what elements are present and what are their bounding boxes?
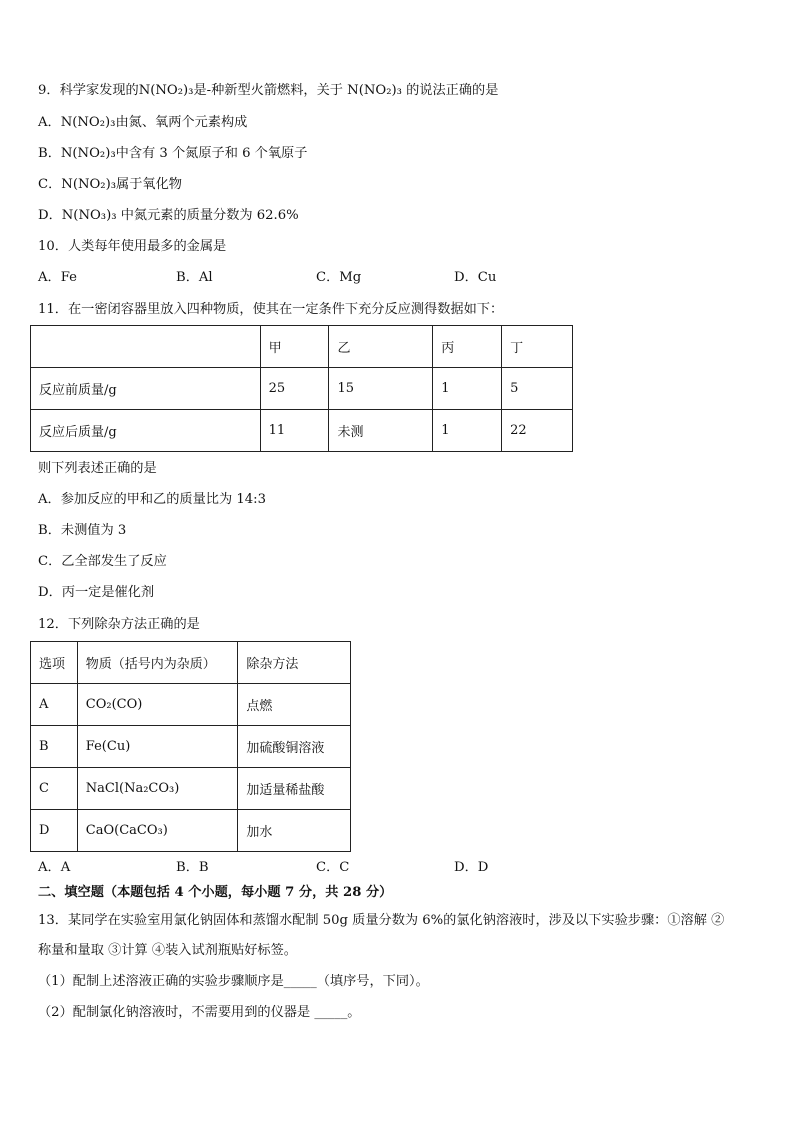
q12-option-b: B．B <box>176 860 209 875</box>
table-cell: 25 <box>260 368 329 410</box>
table-cell: NaCl(Na₂CO₃) <box>77 768 238 810</box>
q11-option-c: C．乙全部发生了反应 <box>38 554 167 569</box>
q11-option-d: D．丙一定是催化剂 <box>38 585 155 600</box>
q12-data-table <box>30 641 351 852</box>
q9-option-b: B．N(NO₂)₃中含有 3 个氮原子和 6 个氧原子 <box>38 146 308 161</box>
table-cell: B <box>31 726 78 768</box>
table-cell: 加硫酸铜溶液 <box>238 726 351 768</box>
q13-stem-line1: 13．某同学在实验室用氯化钠固体和蒸馏水配制 50g 质量分数为 6%的氯化钠溶液时，涉及以下实验步骤：①溶解 ② <box>38 913 725 928</box>
q10-option-b: B．Al <box>176 270 213 285</box>
table-cell: 丁 <box>502 326 573 368</box>
q11-stem: 11．在一密闭容器里放入四种物质，使其在一定条件下充分反应测得数据如下： <box>38 302 504 317</box>
q9-option-a: A．N(NO₂)₃由氮、氧两个元素构成 <box>38 115 248 130</box>
q11-data-table <box>30 325 573 452</box>
q12-option-d: D．D <box>454 860 489 875</box>
table-cell: 点燃 <box>238 684 351 726</box>
table-cell: 反应后质量/g <box>31 410 261 452</box>
table-cell: 1 <box>433 410 502 452</box>
q11-followup: 则下列表述正确的是 <box>38 461 157 476</box>
table-cell: 选项 <box>31 642 78 684</box>
table-row <box>31 684 351 726</box>
table-cell: 反应前质量/g <box>31 368 261 410</box>
table-cell: Fe(Cu) <box>77 726 238 768</box>
q13-subquestion-2: （2）配制氯化钠溶液时，不需要用到的仪器是 _____。 <box>38 1005 361 1020</box>
table-cell: 11 <box>260 410 329 452</box>
table-cell: 物质（括号内为杂质） <box>77 642 238 684</box>
table-cell <box>31 326 261 368</box>
table-cell: 加适量稀盐酸 <box>238 768 351 810</box>
table-header-row <box>31 642 351 684</box>
table-cell: 22 <box>502 410 573 452</box>
table-header-row <box>31 326 573 368</box>
table-row <box>31 726 351 768</box>
table-row <box>31 768 351 810</box>
table-cell: CO₂(CO) <box>77 684 238 726</box>
table-row <box>31 410 573 452</box>
table-cell: 5 <box>502 368 573 410</box>
q11-option-a: A．参加反应的甲和乙的质量比为 14:3 <box>38 492 266 507</box>
q10-stem: 10．人类每年使用最多的金属是 <box>38 239 227 254</box>
table-cell: 丙 <box>433 326 502 368</box>
table-cell: 除杂方法 <box>238 642 351 684</box>
q10-options <box>38 270 598 286</box>
q12-options <box>38 860 598 876</box>
q9-stem: 9．科学家发现的N(NO₂)₃是-种新型火箭燃料，关于 N(NO₂)₃ 的说法正确的是 <box>38 83 499 98</box>
q13-subquestion-1: （1）配制上述溶液正确的实验步骤顺序是_____（填序号，下同）。 <box>38 974 429 989</box>
q12-option-a: A．A <box>38 860 71 875</box>
q10-option-c: C．Mg <box>316 270 362 285</box>
table-cell: 加水 <box>238 810 351 852</box>
q9-option-c: C．N(NO₂)₃属于氧化物 <box>38 177 182 192</box>
table-cell: 甲 <box>260 326 329 368</box>
table-cell: CaO(CaCO₃) <box>77 810 238 852</box>
q11-option-b: B．未测值为 3 <box>38 523 127 538</box>
table-row <box>31 368 573 410</box>
table-row <box>31 810 351 852</box>
table-cell: 15 <box>329 368 433 410</box>
q13-stem-line2: 称量和量取 ③计算 ④装入试剂瓶贴好标签。 <box>38 943 297 958</box>
q10-option-a: A．Fe <box>38 270 77 285</box>
table-cell: 1 <box>433 368 502 410</box>
table-cell: 乙 <box>329 326 433 368</box>
section-heading: 二、填空题（本题包括 4 个小题，每小题 7 分，共 28 分） <box>38 885 393 900</box>
q12-option-c: C．C <box>316 860 350 875</box>
q12-stem: 12．下列除杂方法正确的是 <box>38 617 200 632</box>
q9-option-d: D．N(NO₃)₃ 中氮元素的质量分数为 62.6% <box>38 208 299 223</box>
q10-option-d: D．Cu <box>454 270 497 285</box>
table-cell: C <box>31 768 78 810</box>
table-cell: A <box>31 684 78 726</box>
table-cell: 未测 <box>329 410 433 452</box>
table-cell: D <box>31 810 78 852</box>
